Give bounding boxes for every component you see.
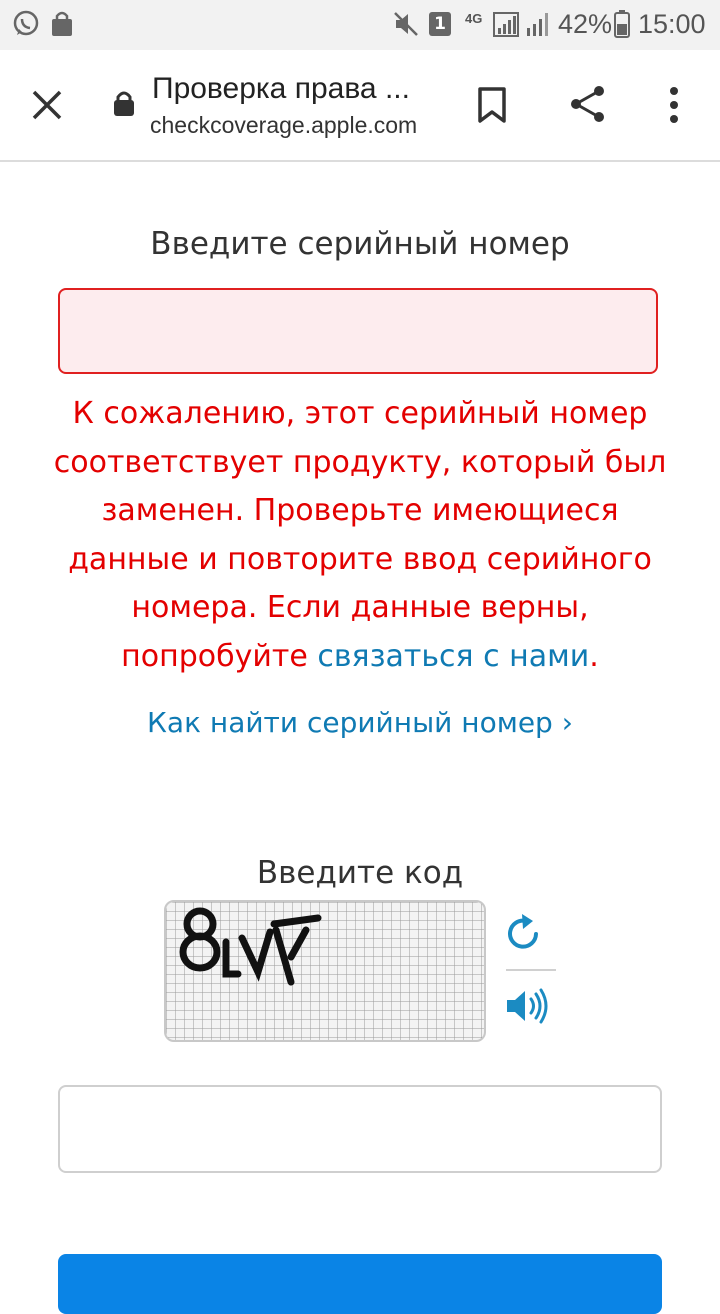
error-message [40,390,680,681]
refresh-captcha-icon[interactable] [504,912,544,960]
error-period: . [589,638,599,674]
audio-captcha-icon[interactable] [505,986,549,1030]
captcha-controls-divider [506,969,556,971]
signal-icon-2 [525,10,551,42]
battery-icon [614,10,630,42]
captcha-heading: Введите код [256,855,464,891]
page-url: checkcoverage.apple.com [150,112,418,138]
page-title: Проверка права ... [152,72,410,105]
mute-icon [392,10,420,42]
serial-heading: Введите серийный номер [150,226,570,262]
lock-icon [112,88,136,122]
close-icon[interactable] [28,86,66,128]
sim-badge: 1 [429,12,451,36]
clock: 15:00 [638,9,706,39]
network-type: 4G [465,11,483,26]
continue-button[interactable] [58,1254,662,1314]
signal-icon-1 [493,10,521,42]
find-serial-container [0,706,720,739]
bookmark-icon[interactable] [476,86,508,128]
error-text: К сожалению, этот серийный номер соответствует продукту, который был заменен. Проверьте имеющиеся данные и повторите ввод серийного номера. Если данные верны, попробуйте [53,396,667,674]
captcha-graphic [166,902,486,1042]
serial-number-input[interactable] [58,288,658,374]
captcha-code-input[interactable] [58,1085,662,1173]
find-serial-link[interactable]: Как найти серийный номер › [147,706,573,739]
whatsapp-icon [12,10,40,42]
captcha-image [164,900,486,1042]
more-menu-icon[interactable] [664,86,684,128]
share-icon[interactable] [568,84,608,128]
contact-us-link[interactable]: связаться с нами [317,638,590,674]
battery-percent: 42% [558,9,613,39]
shopping-bag-icon [50,10,74,42]
custom-tab-toolbar [0,50,720,162]
status-bar [0,0,720,50]
